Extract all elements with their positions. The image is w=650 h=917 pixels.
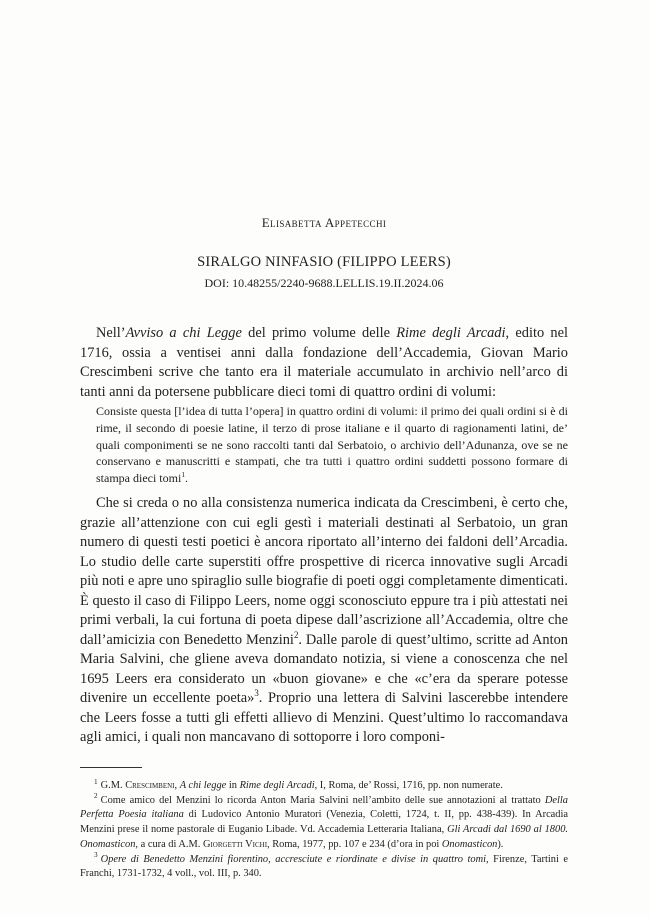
- text-run: del primo volume delle: [241, 325, 397, 341]
- text-run: , Firenze, Tartini e Franchi, 1731-1732, 4 voll., vol. III, p. 340.: [80, 853, 568, 880]
- text-run: G.M.: [100, 780, 126, 791]
- italic-title: Opere di Benedetto Menzini fiorentino, accresciute e riordinate e divise in quattro tomi: [100, 853, 487, 865]
- footnote-2: [80, 794, 568, 853]
- footnote-ref-2[interactable]: 2: [293, 629, 299, 640]
- article-title: SIRALGO NINFASIO (FILIPPO LEERS): [197, 254, 451, 270]
- text-run: ).: [497, 838, 504, 850]
- footnote-3: [80, 853, 568, 882]
- footnote-ref-1[interactable]: 1: [181, 470, 186, 480]
- footnote-1: [80, 779, 568, 794]
- author-name: Elisabetta Appetecchi: [261, 215, 387, 230]
- author-small-caps: Giorgetti Vichi: [202, 838, 268, 850]
- footnote-number: 2: [94, 792, 98, 801]
- text-run: . Proprio una lettera di Salvini lascerebbe intendere che Leers fosse a tutti gli effetti allievo di Menzini. Quest’ultimo lo raccomandava agli amici, i quali non mancavano di sottoporre i loro componi-: [80, 690, 568, 745]
- text-run: ,: [174, 780, 180, 791]
- text-run: Come amico del Menzini lo ricorda Anton Maria Salvini nell’ambito delle sue annotazioni al trattato: [100, 794, 545, 806]
- italic-title: Gli Arcadi dal 1690 al 1800. Onomasticon: [80, 824, 568, 850]
- author-small-caps: Crescimbeni: [125, 780, 175, 791]
- footnote-number: 1: [94, 777, 98, 786]
- text-run: di Ludovico Antonio Muratori (Venezia, Coletti, 1724, t. II, pp. 438-439). In Arcadia Menzini prese il nome pastorale di Euganio Libade. Vd. Accademia Letteraria Italiana,: [80, 809, 568, 836]
- quote-text: Consiste questa [l’idea di tutta l’opera] in quattro ordini di volumi: il primo dei quali ordini si è di rime, il secondo di poesie latine, il terzo di prose italiane e il quarto di ragionamenti latini, de’ quali componimenti se ne sono raccolti tanti dal Serbatoio, o archivio dell’Adunanza, ove se ne conservano e manuscritti e stampati, che tra tutti i quattro ordini suddetti possono formare di stampa dieci tomi: [96, 404, 568, 486]
- text-run: Che si creda o no alla consistenza numerica indicata da Crescimbeni, è certo che, grazie all’attenzione con cui egli gestì i materiali destinati al Serbatoio, un gran numero di questi testi poetici è ancora riportato all’interno dei faldoni dell’Arcadia. Lo studio delle carte superstiti offre prospettive di ricerca innovative sugli Arcadi più noti e apre uno spiraglio sulle biografie di poeti oggi completamente dimenticati. È questo il caso di Filippo Leers, nome oggi sconosciuto eppure tra i più attestati nei primi verbali, la cui fortuna di poeta dipese dall’ascrizione all’Accademia, oltre che dall’amicizia con Benedetto Menzini: [80, 495, 568, 648]
- text-run: Nell’: [96, 325, 126, 341]
- paragraph-2: [80, 494, 568, 748]
- block-quote: [96, 403, 568, 487]
- text-run: , I, Roma, de’ Rossi, 1716, pp. non numerate.: [314, 780, 503, 791]
- italic-title: Onomasticon: [441, 838, 498, 850]
- text-run: , Roma, 1977, pp. 107 e 234 (d’ora in poi: [267, 838, 442, 850]
- footnotes: [80, 779, 568, 882]
- text-run: .: [185, 471, 189, 486]
- footnote-ref-3[interactable]: 3: [254, 688, 259, 699]
- italic-title: A chi legge: [179, 780, 227, 791]
- italic-title: Rime degli Arcadi: [396, 325, 506, 341]
- italic-title: Rime degli Arcadi: [239, 780, 315, 791]
- italic-title: Avviso a chi Legge: [125, 325, 242, 341]
- text-run: , edito nel 1716, ossia a ventisei anni dalla fondazione dell’Accademia, Giovan Mario Crescimbeni scrive che tanto era il materiale accumulato in archivio nell’arco di tanti anni da potersene pubblicare dieci tomi di quattro ordini di volumi:: [80, 325, 568, 400]
- text-run: in: [226, 780, 240, 791]
- paragraph-1: [80, 324, 568, 402]
- text-run: , a cura di A.M.: [135, 838, 203, 850]
- doi-line: DOI: 10.48255/2240-9688.LELLIS.19.II.2024.06: [204, 276, 444, 290]
- footnote-separator: [80, 767, 142, 768]
- italic-title: Della Perfetta Poesia italiana: [80, 794, 568, 821]
- text-run: . Dalle parole di quest’ultimo, scritte ad Anton Maria Salvini, che gliene aveva domandato notizia, si viene a conoscenza che nel 1695 Leers era considerato un «buon giovane» e che «c’era da sperare potesse divenire un eccellente poeta»: [80, 631, 568, 706]
- footnote-number: 3: [94, 851, 98, 860]
